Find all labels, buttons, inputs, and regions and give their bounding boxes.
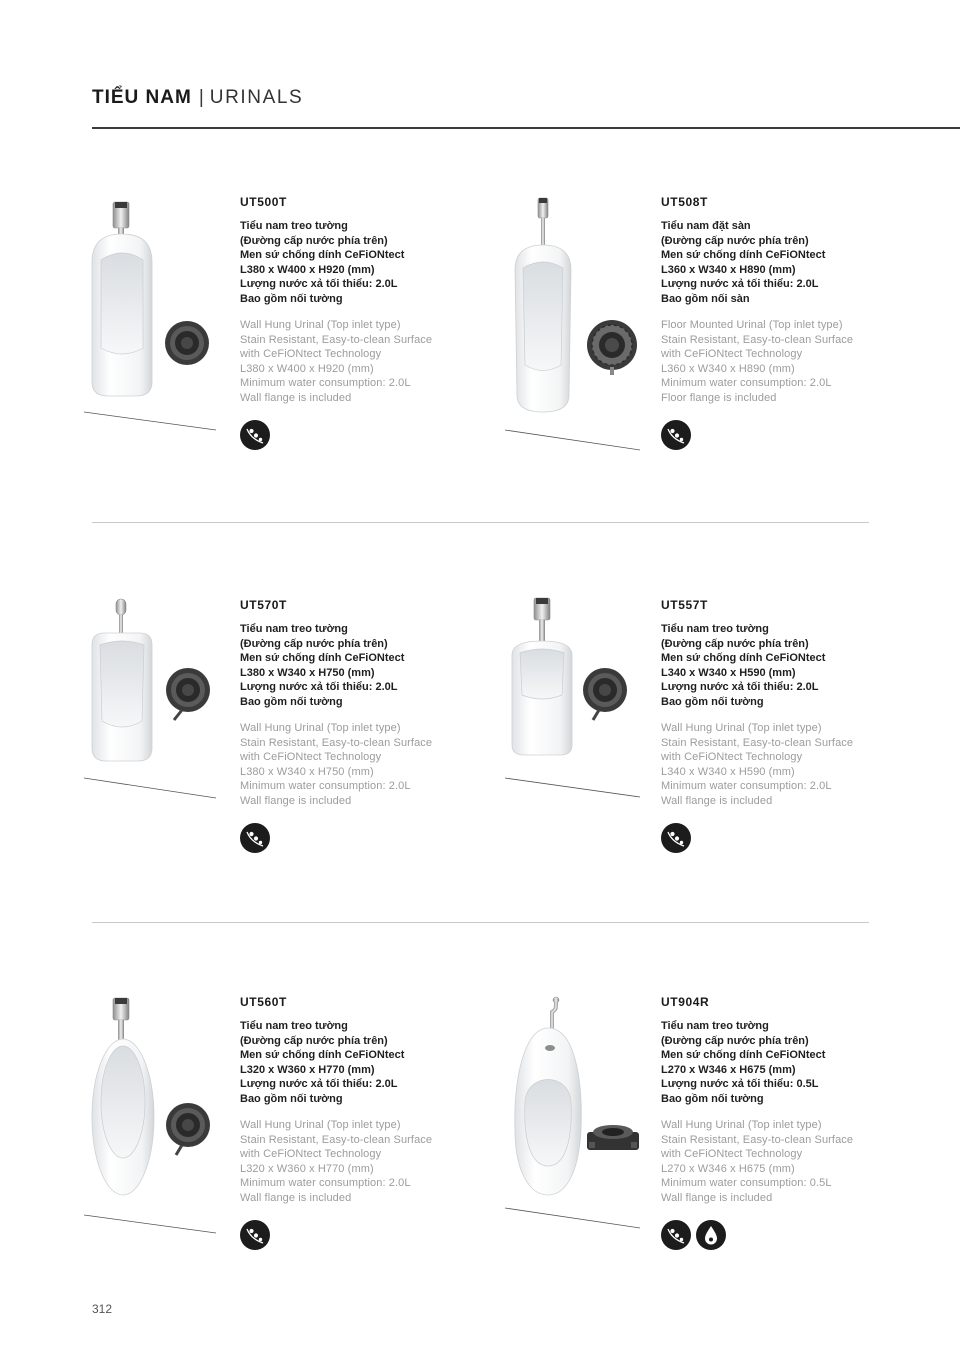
spec-line-vi: (Đường cấp nước phía trên): [661, 234, 809, 247]
spec-line-vi: Tiểu nam đặt sàn: [661, 220, 751, 232]
spec-line-vi: L320 x W360 x H770 (mm): [240, 1063, 375, 1076]
spec-en: [661, 1118, 853, 1205]
cefiontect-icon: [240, 1220, 270, 1250]
page-header: [92, 86, 303, 110]
feature-icons: [240, 1220, 270, 1250]
spec-line-vi: Men sứ chống dính CeFiONtect: [661, 652, 826, 664]
spec-line-en: L380 x W340 x H750 (mm): [240, 765, 374, 778]
spec-line-en: Minimum water consumption: 2.0L: [661, 377, 832, 389]
section-title-en: URINALS: [209, 87, 304, 108]
urinal-body: [515, 245, 571, 412]
spec-line-vi: Lượng nước xả tối thiểu: 2.0L: [240, 1078, 398, 1090]
feature-icons: [661, 420, 691, 450]
spec-line-en: Wall flange is included: [240, 391, 352, 404]
spec-en: [661, 318, 853, 405]
spec-line-en: Wall flange is included: [240, 794, 352, 807]
product-card-ut560t: [84, 990, 464, 1255]
urinal-illustration: [84, 190, 234, 455]
spec-line-en: Wall Hung Urinal (Top inlet type): [240, 722, 401, 734]
product-code: UT904R: [661, 995, 710, 1009]
urinal-illustration: [84, 593, 234, 858]
flush-valve: [534, 598, 550, 641]
flush-valve: [113, 202, 129, 238]
spec-line-vi: Bao gồm nối tường: [240, 1092, 343, 1105]
row-divider: [92, 922, 869, 923]
spec-line-vi: Lượng nước xả tối thiểu: 0.5L: [661, 1078, 819, 1090]
spec-line-en: Stain Resistant, Easy-to-clean Surface: [661, 1133, 854, 1146]
spec-line-vi: Tiểu nam treo tường: [240, 220, 348, 232]
spec-line-vi: (Đường cấp nước phía trên): [240, 1034, 388, 1047]
spec-line-en: with CeFiONtect Technology: [661, 1148, 803, 1160]
spec-line-vi: Men sứ chống dính CeFiONtect: [661, 249, 826, 261]
floor-line: [505, 778, 640, 797]
feature-icons: [661, 823, 691, 853]
spec-line-en: Wall flange is included: [240, 1191, 352, 1204]
row-divider: [92, 522, 869, 523]
spec-line-vi: Lượng nước xả tối thiểu: 2.0L: [661, 681, 819, 693]
spec-vi: [240, 622, 404, 709]
spec-line-en: Minimum water consumption: 2.0L: [240, 780, 411, 792]
spec-line-vi: Bao gồm nối tường: [240, 292, 343, 305]
spec-line-vi: Bao gồm nối tường: [240, 695, 343, 708]
spec-line-en: Minimum water consumption: 2.0L: [661, 780, 832, 792]
header-rule: [92, 127, 960, 129]
spec-vi: [661, 219, 825, 306]
floor-line: [505, 430, 640, 450]
spec-line-en: L270 x W346 x H675 (mm): [661, 1162, 795, 1175]
spec-line-en: with CeFiONtect Technology: [240, 751, 382, 763]
spec-line-en: with CeFiONtect Technology: [240, 1148, 382, 1160]
feature-icons: [240, 823, 270, 853]
spec-en: [240, 318, 432, 405]
spec-line-vi: L360 x W340 x H890 (mm): [661, 263, 796, 276]
wall-flange: [587, 1125, 639, 1150]
product-info: [240, 190, 464, 455]
spec-line-en: Stain Resistant, Easy-to-clean Surface: [661, 333, 854, 346]
floor-line: [505, 1208, 640, 1228]
spec-line-vi: Tiểu nam treo tường: [661, 623, 769, 635]
wall-flange: [166, 1103, 210, 1155]
spec-line-en: Wall Hung Urinal (Top inlet type): [240, 319, 401, 331]
urinal-illustration: [505, 190, 655, 455]
spec-line-vi: Tiểu nam treo tường: [661, 1020, 769, 1032]
spec-line-en: L320 x W360 x H770 (mm): [240, 1162, 374, 1175]
product-card-ut557t: [505, 593, 885, 858]
spec-vi: [661, 622, 825, 709]
urinal-illustration: [505, 593, 655, 858]
spec-line-en: Stain Resistant, Easy-to-clean Surface: [240, 1133, 433, 1146]
product-card-ut508t: [505, 190, 885, 455]
cefiontect-icon: [661, 1220, 691, 1250]
spec-line-en: Minimum water consumption: 2.0L: [240, 1177, 411, 1189]
spec-line-en: L380 x W400 x H920 (mm): [240, 362, 374, 375]
spec-line-en: Wall Hung Urinal (Top inlet type): [661, 722, 822, 734]
spec-vi: [661, 1019, 825, 1106]
product-code: UT500T: [240, 195, 287, 209]
spec-line-vi: (Đường cấp nước phía trên): [240, 234, 388, 247]
spec-line-vi: L380 x W340 x H750 (mm): [240, 666, 375, 679]
water-drop-icon: [696, 1220, 726, 1250]
urinal-body: [92, 1039, 154, 1195]
spec-line-vi: Men sứ chống dính CeFiONtect: [240, 249, 405, 261]
wall-flange: [165, 321, 209, 365]
spec-line-vi: (Đường cấp nước phía trên): [661, 637, 809, 650]
flush-valve: [116, 599, 126, 633]
product-card-ut500t: [84, 190, 464, 455]
spec-line-en: Wall flange is included: [661, 794, 773, 807]
floor-line: [84, 778, 216, 798]
spec-line-vi: L270 x W346 x H675 (mm): [661, 1063, 796, 1076]
spec-line-en: Floor Mounted Urinal (Top inlet type): [661, 319, 843, 331]
wall-flange: [166, 668, 210, 720]
spec-vi: [240, 1019, 404, 1106]
product-info: [661, 990, 885, 1255]
product-info: [661, 190, 885, 455]
wall-flange: [583, 668, 627, 720]
spec-line-vi: L380 x W400 x H920 (mm): [240, 263, 375, 276]
urinal-body: [92, 234, 152, 396]
spec-line-vi: Lượng nước xả tối thiểu: 2.0L: [661, 278, 819, 290]
spec-line-en: with CeFiONtect Technology: [240, 348, 382, 360]
spec-line-en: Minimum water consumption: 2.0L: [240, 377, 411, 389]
product-code: UT570T: [240, 598, 287, 612]
spec-line-en: L340 x W340 x H590 (mm): [661, 765, 795, 778]
spec-line-vi: Bao gồm nối tường: [661, 695, 764, 708]
cefiontect-icon: [240, 823, 270, 853]
urinal-body: [515, 1028, 582, 1195]
spec-line-en: Stain Resistant, Easy-to-clean Surface: [661, 736, 854, 749]
product-card-ut570t: [84, 593, 464, 858]
spec-en: [240, 1118, 432, 1205]
spec-line-vi: (Đường cấp nước phía trên): [661, 1034, 809, 1047]
spec-line-en: Minimum water consumption: 0.5L: [661, 1177, 832, 1189]
spec-line-en: with CeFiONtect Technology: [661, 751, 803, 763]
urinal-body: [92, 633, 152, 761]
product-card-ut904r: [505, 990, 885, 1255]
spec-line-en: Wall flange is included: [661, 1191, 773, 1204]
spec-line-vi: Bao gồm nối sàn: [661, 292, 750, 305]
product-info: [240, 593, 464, 858]
spec-line-vi: Men sứ chống dính CeFiONtect: [240, 652, 405, 664]
feature-icons: [661, 1220, 726, 1250]
spec-line-en: L360 x W340 x H890 (mm): [661, 362, 795, 375]
spec-line-vi: Men sứ chống dính CeFiONtect: [240, 1049, 405, 1061]
cefiontect-icon: [661, 420, 691, 450]
section-title-vi: TIỂU NAM: [92, 87, 192, 108]
spec-line-en: Stain Resistant, Easy-to-clean Surface: [240, 333, 433, 346]
spec-vi: [240, 219, 404, 306]
spec-en: [661, 721, 853, 808]
spec-line-vi: Lượng nước xả tối thiểu: 2.0L: [240, 681, 398, 693]
spec-line-en: Wall Hung Urinal (Top inlet type): [661, 1119, 822, 1131]
spec-line-vi: L340 x W340 x H590 (mm): [661, 666, 796, 679]
spec-line-vi: (Đường cấp nước phía trên): [240, 637, 388, 650]
page-number: 312: [92, 1302, 113, 1316]
urinal-illustration: [505, 990, 655, 1255]
flush-valve: [113, 998, 129, 1042]
spec-en: [240, 721, 432, 808]
spec-line-en: Floor flange is included: [661, 391, 777, 404]
urinal-illustration: [84, 990, 234, 1255]
product-code: UT508T: [661, 195, 708, 209]
product-info: [240, 990, 464, 1255]
spec-line-en: Wall Hung Urinal (Top inlet type): [240, 1119, 401, 1131]
spec-line-vi: Bao gồm nối tường: [661, 1092, 764, 1105]
urinal-body: [512, 641, 572, 755]
cefiontect-icon: [240, 420, 270, 450]
floor-line: [84, 1215, 216, 1233]
product-info: [661, 593, 885, 858]
feature-icons: [240, 420, 270, 450]
spec-line-vi: Lượng nước xả tối thiểu: 2.0L: [240, 278, 398, 290]
floor-line: [84, 412, 216, 430]
floor-flange: [587, 320, 637, 375]
flush-valve: [538, 198, 548, 245]
spec-line-vi: Tiểu nam treo tường: [240, 1020, 348, 1032]
product-code: UT560T: [240, 995, 287, 1009]
spec-line-vi: Men sứ chống dính CeFiONtect: [661, 1049, 826, 1061]
cefiontect-icon: [661, 823, 691, 853]
spec-line-en: Stain Resistant, Easy-to-clean Surface: [240, 736, 433, 749]
spec-line-vi: Tiểu nam treo tường: [240, 623, 348, 635]
product-code: UT557T: [661, 598, 708, 612]
spec-line-en: with CeFiONtect Technology: [661, 348, 803, 360]
title-separator: |: [198, 87, 204, 108]
